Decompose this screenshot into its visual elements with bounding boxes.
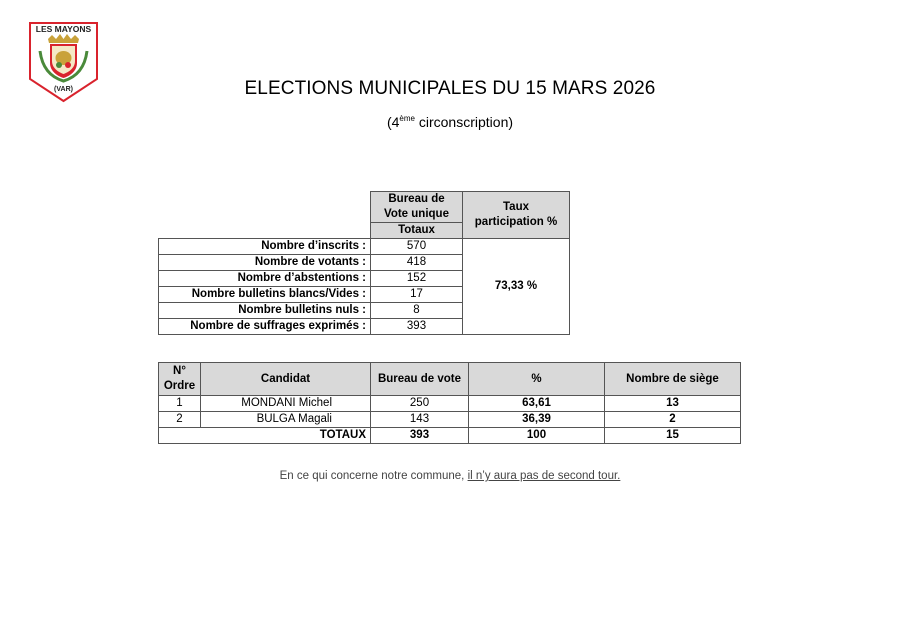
header-totaux: Totaux	[371, 223, 463, 239]
summary-label: Nombre de suffrages exprimés :	[159, 319, 371, 335]
summary-label: Nombre d’inscrits :	[159, 239, 371, 255]
candidate-order: 1	[159, 396, 201, 412]
summary-value: 418	[371, 255, 463, 271]
header-candidate: Candidat	[201, 363, 371, 396]
candidate-results-table	[158, 362, 741, 444]
table-row	[159, 412, 741, 428]
header-order-number: N° Ordre	[159, 363, 201, 396]
candidate-percent: 63,61	[469, 396, 605, 412]
logo-town-name: LES MAYONS	[35, 24, 92, 34]
summary-value: 570	[371, 239, 463, 255]
header-seats: Nombre de siège	[605, 363, 741, 396]
candidate-votes: 250	[371, 396, 469, 412]
header-bureau-vote: Bureau de vote	[371, 363, 469, 396]
header-taux-participation: Taux participation %	[463, 192, 570, 239]
candidate-name: MONDANI Michel	[201, 396, 371, 412]
table-row	[159, 396, 741, 412]
summary-label: Nombre de votants :	[159, 255, 371, 271]
second-round-note	[0, 470, 900, 482]
participation-rate-value: 73,33 %	[463, 239, 570, 335]
summary-label: Nombre d’abstentions :	[159, 271, 371, 287]
note-underlined-text: il n’y aura pas de second tour.	[467, 470, 621, 482]
totals-percent: 100	[469, 428, 605, 444]
page-subtitle	[0, 114, 900, 130]
summary-value: 393	[371, 319, 463, 335]
summary-label: Nombre bulletins nuls :	[159, 303, 371, 319]
header-bureau-vote-unique: Bureau de Vote unique	[371, 192, 463, 223]
summary-value: 152	[371, 271, 463, 287]
summary-row	[159, 239, 570, 255]
note-text: En ce qui concerne notre commune,	[279, 470, 468, 482]
page-title: ELECTIONS MUNICIPALES DU 15 MARS 2026	[244, 78, 656, 99]
subtitle-suffix: circonscription)	[414, 114, 514, 130]
candidate-order: 2	[159, 412, 201, 428]
logo-region-label: (VAR)	[54, 86, 73, 93]
summary-value: 8	[371, 303, 463, 319]
candidate-name: BULGA Magali	[201, 412, 371, 428]
candidate-votes: 143	[371, 412, 469, 428]
header-percent: %	[469, 363, 605, 396]
totals-label: TOTAUX	[159, 428, 371, 444]
candidate-seats: 2	[605, 412, 741, 428]
totals-seats: 15	[605, 428, 741, 444]
participation-summary-table	[158, 191, 570, 335]
totals-votes: 393	[371, 428, 469, 444]
totals-row	[159, 428, 741, 444]
subtitle-prefix: (4	[386, 114, 400, 130]
subtitle-superscript: ème	[399, 114, 415, 123]
summary-value: 17	[371, 287, 463, 303]
candidate-seats: 13	[605, 396, 741, 412]
candidate-percent: 36,39	[469, 412, 605, 428]
summary-label: Nombre bulletins blancs/Vides :	[159, 287, 371, 303]
